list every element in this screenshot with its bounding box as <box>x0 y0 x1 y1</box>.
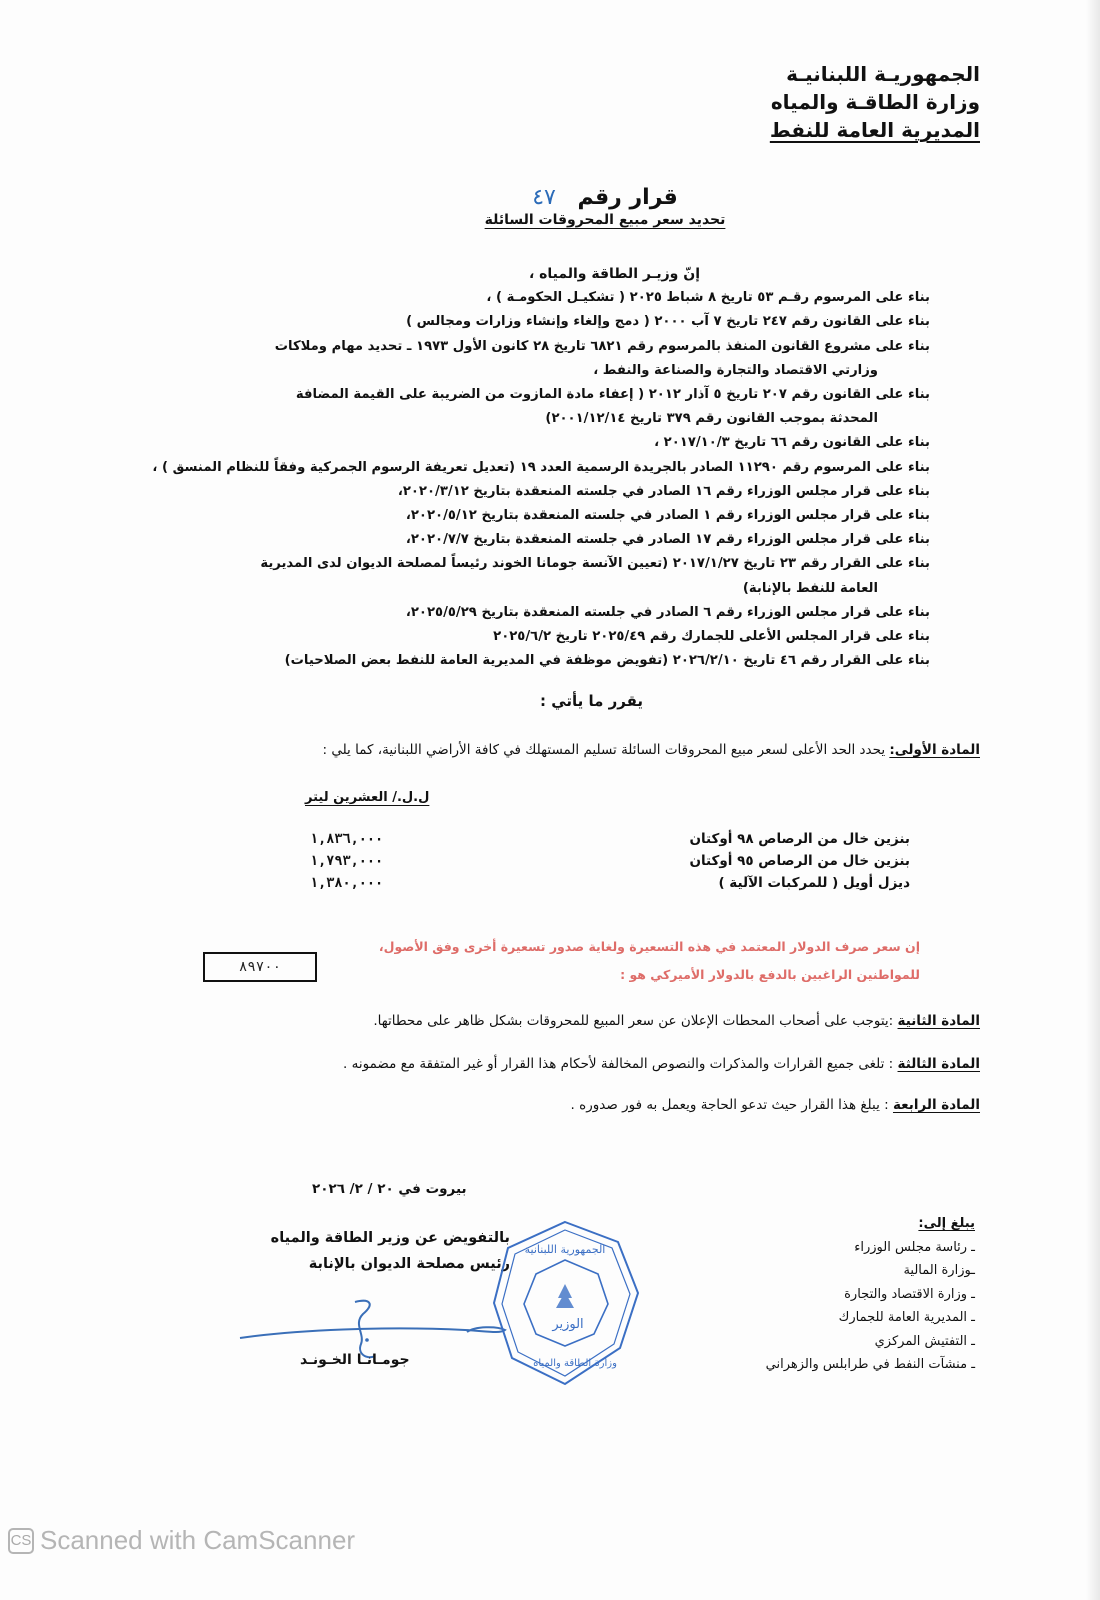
preamble-intro: إنّ وزيـر الطاقة والمياه ، <box>528 266 700 282</box>
price-row <box>310 828 910 850</box>
preamble-line: بناء على قرار مجلس الوزراء رقم ١٧ الصادر في جلسته المنعقدة بتاريخ ٢٠٢٠/٧/٧، <box>405 532 930 548</box>
recipient-item: ـوزارة المالية <box>903 1263 975 1278</box>
article-first-label: المادة الأولى: <box>889 742 980 758</box>
signer-name: جومـانـا الخـونـد <box>300 1352 410 1368</box>
price-row <box>310 872 910 894</box>
page-edge-shadow <box>1086 0 1100 1600</box>
place-date: بيروت في ٢٠ / ٢/ ٢٠٢٦ <box>312 1181 467 1197</box>
article-second-text: :يتوجب على أصحاب المحطات الإعلان عن سعر المبيع للمحروقات بشكل ظاهر على محطاتها. <box>373 1013 898 1029</box>
price-table <box>310 828 910 894</box>
official-stamp-icon <box>490 1218 640 1388</box>
signature-title-block <box>245 1225 510 1277</box>
price-value: ١,٧٩٣,٠٠٠ <box>310 853 384 869</box>
decision-number: ٤٧ <box>532 185 556 210</box>
price-value: ١,٨٣٦,٠٠٠ <box>310 831 384 847</box>
exchange-rate-box: ٨٩٧٠٠ <box>203 952 317 982</box>
product-name: بنزين خال من الرصاص ٩٥ أوكتان <box>689 853 910 869</box>
recipient-item: ـ منشآت النفط في طرابلس والزهراني <box>765 1357 975 1372</box>
signature-line1: بالتفويض عن وزير الطاقة والمياه <box>270 1230 510 1246</box>
article-third <box>343 1056 980 1072</box>
stamp-bottom-text: وزارة الطاقة والمياه <box>533 1358 617 1369</box>
preamble-line: بناء على قرار المجلس الأعلى للجمارك رقم ٢٠٢٥/٤٩ تاريخ ٢٠٢٥/٦/٢ <box>493 629 930 645</box>
price-row <box>310 850 910 872</box>
recipient-item: ـ المديرية العامة للجمارك <box>838 1310 975 1325</box>
preamble-line: بناء على قرار مجلس الوزراء رقم ٦ الصادر في جلسته المنعقدة بتاريخ ٢٠٢٥/٥/٢٩، <box>405 604 930 620</box>
recipients-heading: يبلغ إلى: <box>918 1216 975 1231</box>
preamble-line: بناء على القانون رقم ٢٤٧ تاريخ ٧ آب ٢٠٠٠ ( دمج وإلغاء وإنشاء وزارات ومجالس ) <box>406 314 930 330</box>
preamble-line: وزارتي الاقتصاد والتجارة والصناعة والنفط ، <box>593 362 878 378</box>
preamble-line: العامة للنفط بالإنابة) <box>742 580 878 596</box>
price-value: ١,٣٨٠,٠٠٠ <box>310 875 384 891</box>
signature-line2: رئيس مصلحة الديوان بالإنابة <box>308 1256 510 1272</box>
recipients-list <box>766 1212 975 1377</box>
preamble-line: بناء على القرار رقم ٢٣ تاريخ ٢٠١٧/١/٢٧ (تعيين الآنسة جومانا الخوند رئيساً لمصلحة الديوان لدى المديرية <box>260 556 930 572</box>
exchange-note-line2: للمواطنين الراغبين بالدفع بالدولار الأميركي هو : <box>620 967 920 982</box>
product-name: ديزل أويل ( للمركبات الآلية ) <box>718 875 910 891</box>
decision-subtitle: تحديد سعر مبيع المحروقات السائلة <box>484 212 726 228</box>
recipient-item: ـ رئاسة مجلس الوزراء <box>854 1239 975 1255</box>
letterhead <box>770 60 980 144</box>
resolves-heading: يقرر ما يأتي : <box>540 692 644 710</box>
product-name: بنزين خال من الرصاص ٩٨ أوكتان <box>689 831 910 847</box>
stamp-inner-text: الوزير <box>552 1317 584 1332</box>
preamble-line: بناء على المرسوم رقم ١١٢٩٠ الصادر بالجريدة الرسمية العدد ١٩ (تعديل تعريفة الرسوم الجمركية وفقاً للنظام المنسق ) ، <box>152 459 930 475</box>
recipient-item: ـ وزارة الاقتصاد والتجارة <box>844 1286 975 1302</box>
camscanner-logo-icon: CS <box>8 1528 34 1554</box>
preamble-line: بناء على قرار مجلس الوزراء رقم ١ الصادر في جلسته المنعقدة بتاريخ ٢٠٢٠/٥/١٢، <box>405 508 930 524</box>
article-fourth <box>571 1097 980 1113</box>
article-fourth-text: : يبلغ هذا القرار حيث تدعو الحاجة ويعمل به فور صدوره . <box>570 1097 893 1113</box>
preamble-line: المحدثة بموجب القانون رقم ٣٧٩ تاريخ ٢٠٠١/١٢/١٤) <box>545 411 878 427</box>
letterhead-directorate: المديرية العامة للنفط <box>769 118 980 142</box>
exchange-note-line1: إن سعر صرف الدولار المعتمد في هذه التسعيرة ولغاية صدور تسعيرة أخرى وفق الأصول، <box>378 939 920 954</box>
article-first <box>323 742 981 758</box>
stamp-outer-text: الجمهورية اللبنانية <box>524 1243 606 1256</box>
article-third-text: : تلغى جميع القرارات والمذكرات والنصوص المخالفة لأحكام هذا القرار أو غير المتفقة مع مضمونه . <box>343 1056 898 1072</box>
camscanner-text: Scanned with CamScanner <box>40 1525 356 1555</box>
preamble-line: بناء على القرار رقم ٤٦ تاريخ ٢٠٢٦/٢/١٠ (تفويض موظفة في المديرية العامة للنفط بعض الصلاحيات) <box>284 653 930 669</box>
article-second <box>373 1013 980 1029</box>
decision-title-block <box>470 185 740 228</box>
article-fourth-label: المادة الرابعة <box>892 1097 980 1113</box>
preamble-line: بناء على المرسوم رقـم ٥٣ تاريخ ٨ شباط ٢٠٢٥ ( تشكيـل الحكومـة ) ، <box>486 290 930 306</box>
decision-label: قرار رقم <box>577 185 678 210</box>
preamble-line: بناء على قرار مجلس الوزراء رقم ١٦ الصادر في جلسته المنعقدة بتاريخ ٢٠٢٠/٣/١٢، <box>397 483 930 499</box>
preamble-line: بناء على القانون رقم ٦٦ تاريخ ٢٠١٧/١٠/٣ ، <box>654 435 930 451</box>
price-unit-label: ل.ل./ العشرين ليتر <box>305 790 430 805</box>
preamble-line: بناء على القانون رقم ٢٠٧ تاريخ ٥ آذار ٢٠١٢ ( إعفاء مادة المازوت من الضريبة على القيمة المضافة <box>295 387 930 403</box>
article-second-label: المادة الثانية <box>897 1013 980 1029</box>
letterhead-republic: الجمهوريـة اللبنانيـة <box>786 62 980 86</box>
exchange-rate-note <box>379 933 920 989</box>
recipient-item: ـ التفتيش المركزي <box>874 1333 975 1349</box>
camscanner-watermark <box>8 1525 355 1556</box>
article-third-label: المادة الثالثة <box>897 1056 980 1072</box>
preamble-line: بناء على مشروع القانون المنفذ بالمرسوم رقم ٦٨٢١ تاريخ ٢٨ كانون الأول ١٩٧٣ ـ تحديد مهام وملاكات <box>274 338 930 354</box>
article-first-text: يحدد الحد الأعلى لسعر مبيع المحروقات السائلة تسليم المستهلك في كافة الأراضي اللبنانية، كما يلي : <box>322 742 890 758</box>
preamble <box>152 262 930 673</box>
letterhead-ministry: وزارة الطاقـة والمياه <box>770 90 980 114</box>
